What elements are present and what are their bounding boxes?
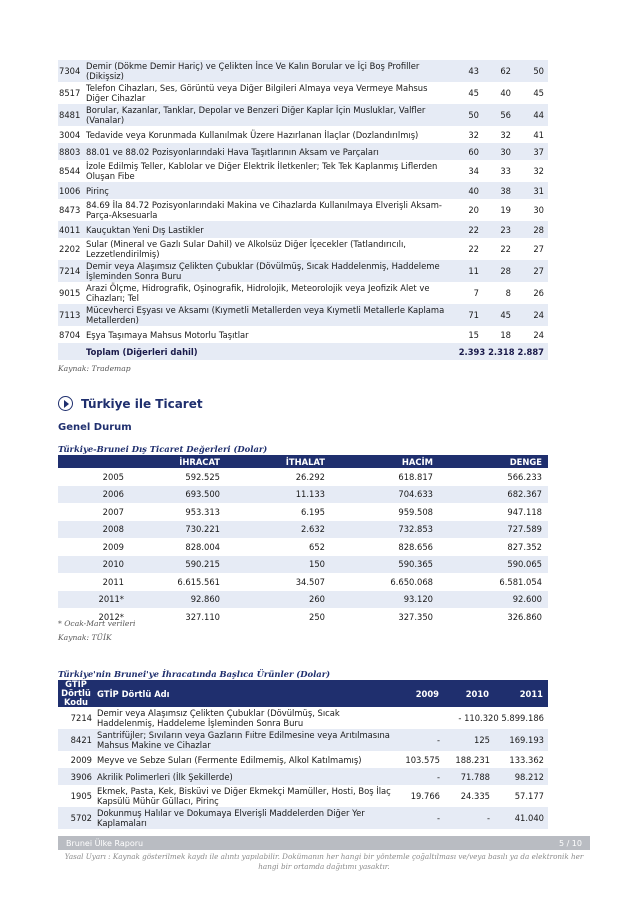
table-row: 2009 828.004 652 828.656 827.352 <box>102 541 542 552</box>
top-products-table <box>58 60 548 360</box>
trade-values-table <box>58 455 548 626</box>
table-row: 7214 Demir veya Alaşımsız Çelikten Çubuklar (Dövülmüş, Sıcak Haddelenmiş, Haddeleme İşleminden Sonra Buru 11 28 27 <box>58 260 548 282</box>
total-label: Toplam (Diğerleri dahil) <box>83 343 451 360</box>
table-row: 3906 Akrilik Polimerleri (İlk Şekillerde) - 71.788 98.212 <box>58 768 548 785</box>
footer-title: Brunei Ülke Raporu <box>66 838 144 848</box>
table-row: 2007 953.313 6.195 959.508 947.118 <box>102 506 542 517</box>
chevron-right-circle-icon <box>58 396 73 411</box>
export-products-table <box>58 680 548 829</box>
table-row: 1006 Pirinç 40 38 31 <box>58 182 548 199</box>
table-row: 2202 Sular (Mineral ve Gazlı Sular Dahil) ve Alkolsüz Diğer İçecekler (Tatlandırıcılı, Lezzetlendirilmiş) 22 22 27 <box>59 239 544 259</box>
table-row: 7304 Demir (Dökme Demir Hariç) ve Çelikten İnce Ve Kalın Borular ve İçi Boş Profiller (Dikişsiz) 43 62 50 <box>58 60 548 82</box>
table-row: 2011 6.615.561 34.507 6.650.068 6.581.054 <box>102 576 542 587</box>
table-row: 8473 84.69 İla 84.72 Pozisyonlarındaki Makina ve Cihazlarda Kullanılmaya Elverişli Aksam-Parça-Aksesuarla 20 19 30 <box>59 200 544 220</box>
table-row: 2011* 92.860 260 93.120 92.600 <box>58 591 548 609</box>
header-name: GTİP Dörtlü Adı <box>94 680 394 707</box>
total-row <box>58 343 548 360</box>
table-row: 2009 Meyve ve Sebze Suları (Fermente Edilmemiş, Alkol Katılmamış) 103.575 188.231 133.362 <box>70 754 544 765</box>
table-row: 2006 693.500 11.133 704.633 682.367 <box>58 486 548 504</box>
trade-table-caption: Türkiye-Brunei Dış Ticaret Değerleri (Dolar) <box>58 444 268 454</box>
header-2011: 2011 <box>494 680 548 707</box>
header-export: İHRACAT <box>126 455 226 468</box>
table-row: 2012* 327.110 250 327.350 326.860 <box>98 611 542 622</box>
table-row: 3004 Tedavide veya Korunmada Kullanılmak Üzere Hazırlanan İlaçlar (Dozlandırılmış) 32 32 41 <box>59 129 544 140</box>
subsection-title: Genel Durum <box>58 422 132 433</box>
section-title: Türkiye ile Ticaret <box>81 396 203 411</box>
table-row: 8704 Eşya Taşımaya Mahsus Motorlu Taşıtlar 15 18 24 <box>59 329 544 340</box>
header-2010: 2010 <box>444 680 494 707</box>
source-tuik: Kaynak: TÜİK <box>58 633 112 642</box>
table-row: 8517 Telefon Cihazları, Ses, Görüntü veya Diğer Bilgileri Almaya veya Vermeye Mahsus Diğer Cihazlar 45 40 45 <box>59 83 544 103</box>
header-2009: 2009 <box>394 680 444 707</box>
footer-bar <box>58 836 590 850</box>
table-row: 7113 Mücevherci Eşyası ve Aksamı (Kıymetli Metallerden veya Kıymetli Metallerle Kaplama Metallerden) 71 45 24 <box>58 304 548 326</box>
table-row: 1905 Ekmek, Pasta, Kek, Bisküvi ve Diğer Ekmekçi Mamüller, Hosti, Boş İlaç Kapsülü Mühür Güllacı, Pirinç 19.766 24.335 57.177 <box>70 786 544 806</box>
table-row: 2010 590.215 150 590.365 590.065 <box>58 556 548 574</box>
table-row: 2008 730.221 2.632 732.853 727.589 <box>58 521 548 539</box>
header-volume: HACİM <box>331 455 439 468</box>
table-row: 5702 Dokunmuş Halılar ve Dokumaya Elverişli Maddelerden Diğer Yer Kaplamaları - - 41.040 <box>58 807 548 829</box>
page-number: 5 / 10 <box>558 838 582 848</box>
table-header-row <box>58 680 548 707</box>
trade-table-note: * Ocak-Mart verileri <box>58 619 136 628</box>
export-table-caption: Türkiye'nin Brunei'ye İhracatında Başlıca Ürünler (Dolar) <box>58 669 331 679</box>
table-row: 7214 Demir veya Alaşımsız Çelikten Çubuklar (Dövülmüş, Sıcak Haddelenmiş, Haddeleme İşleminden Sonra Buru - 110.320 5.899.186 <box>70 708 544 728</box>
table-row: 8803 88.01 ve 88.02 Pozisyonlarındaki Hava Taşıtlarının Aksam ve Parçaları 60 30 37 <box>58 143 548 160</box>
header-import: İTHALAT <box>226 455 331 468</box>
table-row: 9015 Arazi Ölçme, Hidrografik, Oşinografik, Hidrolojik, Meteorolojik veya Jeofizik Alet ve Cihazları; Tel 7 8 26 <box>59 283 544 303</box>
table-row: 4011 Kauçuktan Yeni Dış Lastikler 22 23 28 <box>58 221 548 238</box>
table-row: 8544 İzole Edilmiş Teller, Kablolar ve Diğer Elektrik İletkenler; Tek Tek Kaplanmış Liflerden Oluşan Fibe 34 33 32 <box>59 161 544 181</box>
section-heading <box>58 396 203 411</box>
header-code: GTİP Dörtlü Kodu <box>58 680 94 707</box>
table-header-row <box>58 455 548 468</box>
total-values: 2.393 2.318 2.887 <box>451 343 548 360</box>
source-trademap: Kaynak: Trademap <box>58 364 131 373</box>
table-row: 2005 592.525 26.292 618.817 566.233 <box>102 471 542 482</box>
legal-disclaimer: Yasal Uyarı : Kaynak gösterilmek kaydı ile alıntı yapılabilir. Dokümanın her hangi bir yöntemle çoğaltılması ve/veya basılı ya da elektronik her hangi bir ortamda dağıtımı yasaktır. <box>64 852 584 871</box>
header-balance: DENGE <box>439 455 548 468</box>
table-row: 8481 Borular, Kazanlar, Tanklar, Depolar ve Benzeri Diğer Kaplar İçin Musluklar, Valfler (Vanalar) 50 56 44 <box>58 104 548 126</box>
table-row: 8421 Santrifüjler; Sıvıların veya Gazların Fıitre Edilmesine veya Arıtılmasına Mahsus Makine ve Cihazlar - 125 169.193 <box>58 729 548 751</box>
